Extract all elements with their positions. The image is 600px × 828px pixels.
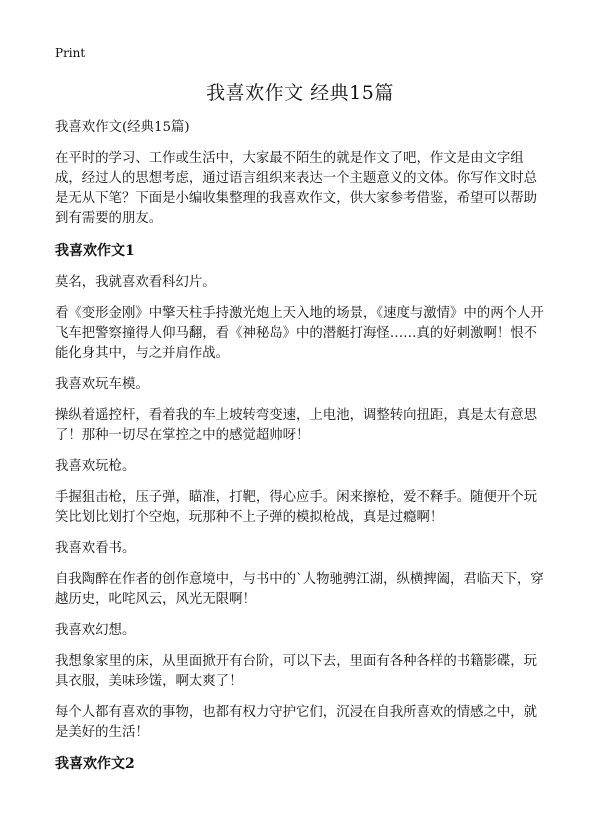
paragraph: 看《变形金刚》中擎天柱手持激光炮上天入地的场景，《速度与激情》中的两个人开飞车把警察撞得人仰马翻，看《神秘岛》中的潜艇打海怪……真的好刺激啊！恨不能化身其中，与之并肩作战。 — [55, 306, 544, 361]
paragraph: 我喜欢玩车模。 — [55, 377, 149, 392]
print-link[interactable]: Print — [55, 46, 86, 60]
section-heading: 我喜欢作文1 — [55, 243, 135, 259]
intro-paragraph: 在平时的学习、工作或生活中，大家最不陌生的就是作文了吧，作文是由文字组成，经过人的思想考虑，通过语言组织来表达一个主题意义的文体。你写作文时总是无从下笔？下面是小编收集整理的我喜欢作文，供大家参考借鉴，希望可以帮助到有需要的朋友。 — [55, 151, 538, 226]
paragraph: 莫名，我就喜欢看科幻片。 — [55, 275, 216, 290]
paragraph: 我喜欢看书。 — [55, 541, 136, 556]
paragraph: 手握狙击枪，压子弹，瞄准，打靶，得心应手。闲来擦枪，爱不释手。随便开个玩笑比划比划打个空炮，玩那种不上子弹的模拟枪战，真是过瘾啊！ — [55, 490, 538, 525]
paragraph: 操纵着遥控杆，看着我的车上坡转弯变速，上电池，调整转向扭距，真是太有意思了！那种一切尽在掌控之中的感觉超帅呀！ — [55, 408, 538, 443]
paragraph: 我喜欢玩枪。 — [55, 459, 136, 474]
paragraph: 自我陶醉在作者的创作意境中，与书中的`人物驰骋江湖，纵横捭阖，君临天下，穿越历史，叱咤风云，风光无限啊！ — [55, 572, 544, 607]
section-heading: 我喜欢作文2 — [55, 756, 135, 772]
paragraph: 每个人都有喜欢的事物，也都有权力守护它们，沉浸在自我所喜欢的情感之中，就是美好的生活！ — [55, 705, 538, 740]
page-title: 我喜欢作文 经典15篇 — [206, 82, 394, 104]
paragraph: 我想象家里的床，从里面掀开有台阶，可以下去，里面有各种各样的书籍影碟，玩具衣服，美味珍馐，啊太爽了！ — [55, 654, 538, 689]
article-body — [55, 118, 550, 786]
article-subtitle: 我喜欢作文(经典15篇) — [55, 120, 190, 135]
paragraph: 我喜欢幻想。 — [55, 623, 136, 638]
